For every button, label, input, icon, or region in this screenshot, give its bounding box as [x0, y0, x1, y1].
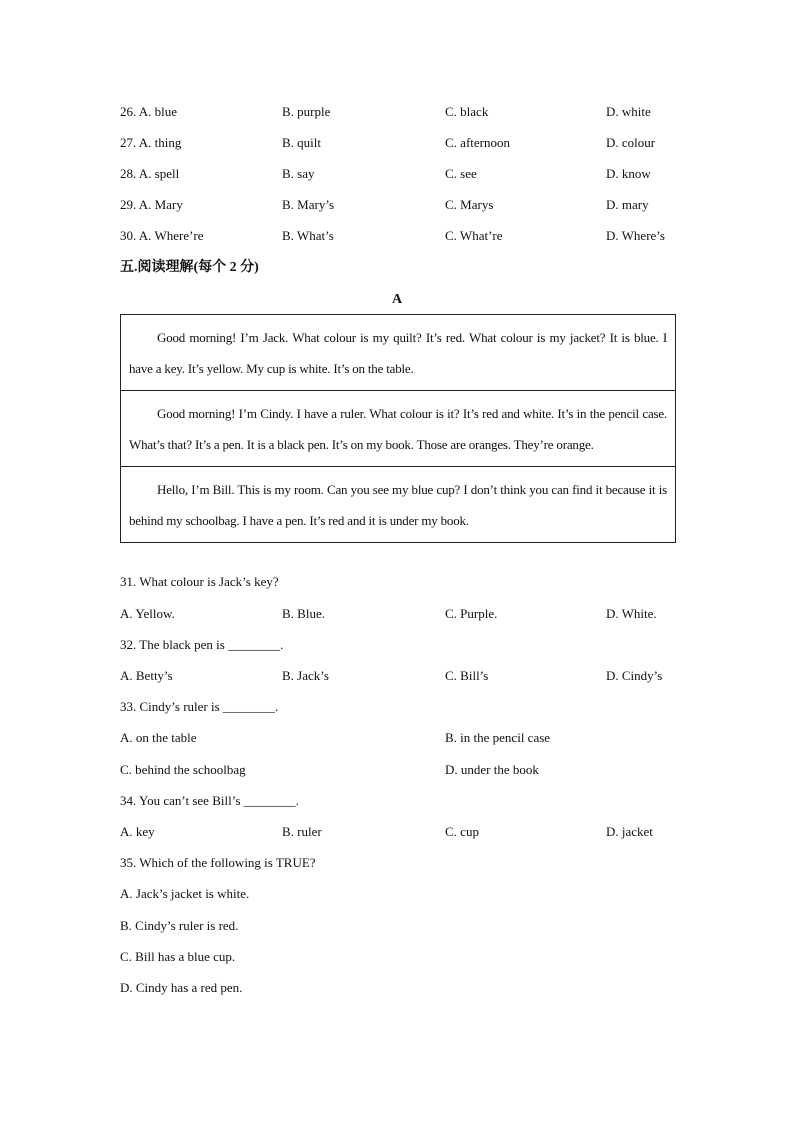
answer-row-33a — [120, 728, 680, 748]
option-d: D. under the book — [445, 762, 539, 777]
question-34: 34. You can’t see Bill’s ________. — [120, 793, 299, 808]
option-c: C. cup — [445, 824, 479, 839]
option-d: D. Cindy’s — [606, 668, 663, 683]
answer-35-b: B. Cindy’s ruler is red. — [120, 918, 239, 933]
option-d: D. Where’s — [606, 228, 665, 243]
section-heading: 五.阅读理解(每个 2 分) — [120, 260, 259, 275]
option-a: 29. A. Mary — [120, 197, 183, 212]
option-c: C. Purple. — [445, 606, 498, 621]
option-b: B. Blue. — [282, 606, 325, 621]
passage-box — [120, 314, 676, 543]
option-a: A. key — [120, 824, 155, 839]
question-31: 31. What colour is Jack’s key? — [120, 574, 279, 589]
option-d: D. white — [606, 104, 651, 119]
option-a: A. on the table — [120, 730, 197, 745]
answer-row-33b — [120, 760, 680, 780]
option-d: D. colour — [606, 135, 656, 150]
answer-row-34 — [120, 822, 680, 842]
answer-35-d: D. Cindy has a red pen. — [120, 980, 243, 995]
option-b: B. What’s — [282, 228, 334, 243]
option-b: B. in the pencil case — [445, 730, 551, 745]
passage-bill: Hello, I’m Bill. This is my room. Can you see my blue cup? I don’t think you can find it because it is behind my schoolbag. I have a pen. It’s red and it is under my book. — [121, 466, 675, 542]
option-a: 27. A. thing — [120, 135, 182, 150]
option-a: A. Yellow. — [120, 606, 175, 621]
option-c: C. afternoon — [445, 135, 510, 150]
passage-jack: Good morning! I’m Jack. What colour is my quilt? It’s red. What colour is my jacket? It is blue. I have a key. It’s yellow. My cup is white. It’s on the table. — [129, 330, 667, 376]
option-b: B. ruler — [282, 824, 322, 839]
answer-row-32 — [120, 666, 680, 686]
option-row-29 — [120, 195, 680, 215]
option-c: C. Bill’s — [445, 668, 489, 683]
option-b: B. say — [282, 166, 315, 181]
option-c: C. behind the schoolbag — [120, 762, 246, 777]
option-d: D. jacket — [606, 824, 653, 839]
option-row-26 — [120, 102, 680, 122]
option-a: 28. A. spell — [120, 166, 180, 181]
answer-35-a: A. Jack’s jacket is white. — [120, 886, 250, 901]
option-a: A. Betty’s — [120, 668, 173, 683]
question-33: 33. Cindy’s ruler is ________. — [120, 699, 279, 714]
option-c: C. Marys — [445, 197, 494, 212]
answer-35-c: C. Bill has a blue cup. — [120, 949, 236, 964]
option-b: B. Mary’s — [282, 197, 334, 212]
answer-row-31 — [120, 604, 680, 624]
option-d: D. know — [606, 166, 651, 181]
option-b: B. quilt — [282, 135, 322, 150]
option-row-28 — [120, 164, 680, 184]
option-a: 30. A. Where’re — [120, 228, 204, 243]
passage-cindy: Good morning! I’m Cindy. I have a ruler. What colour is it? It’s red and white. It’s in the pencil case. What’s that? It’s a pen. It is a black pen. It’s on my book. Those are oranges. They’re orange. — [121, 390, 675, 466]
passage-letter: A — [391, 292, 403, 307]
option-row-30 — [120, 226, 680, 246]
option-row-27 — [120, 133, 680, 153]
option-a: 26. A. blue — [120, 104, 178, 119]
option-d: D. mary — [606, 197, 649, 212]
option-c: C. see — [445, 166, 477, 181]
question-35: 35. Which of the following is TRUE? — [120, 855, 316, 870]
option-b: B. purple — [282, 104, 331, 119]
option-d: D. White. — [606, 606, 657, 621]
option-c: C. What’re — [445, 228, 503, 243]
option-c: C. black — [445, 104, 489, 119]
option-b: B. Jack’s — [282, 668, 329, 683]
question-32: 32. The black pen is ________. — [120, 637, 284, 652]
